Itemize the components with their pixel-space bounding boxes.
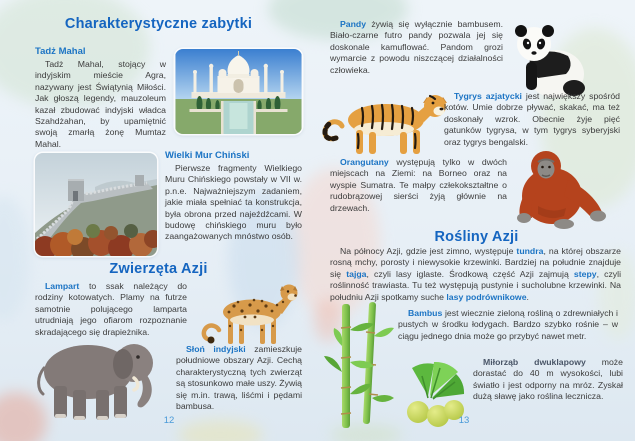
ginkgo-text: może dorastać do 40 m wysokości, lubi światło i jest odporny na mróz. Zyskał dużą sławę jako roślina lecznicza.	[473, 357, 623, 402]
elephant-text: zamieszkuje południowe obszary Azji. Cechą charakterystyczną tych zwierząt są stosunkowo małe uszy. Żywią się m.in. trawą, liśćmi i pędami bambusa.	[176, 344, 302, 412]
bamboo-text: jest wiecznie zieloną rośliną o zdrewniałych i pustych w środku łodygach. Bardzo szybko rośnie – w ciągu jednego dnia może go przybyć nawet metr.	[398, 308, 618, 341]
orangutan-paragraph	[330, 157, 507, 214]
animals-heading: Zwierzęta Azji	[109, 261, 208, 277]
great-wall-paragraph: Pierwsze fragmenty Wielkiego Muru Chińskiego powstały w VII w. p.n.e. Najważniejszym zadaniem, jakie miała spełniać ta konstrukcja, była obrona przed najeźdźcami. W budowę chińskiego muru było zaangażowanych mnóstwo osób.	[165, 163, 302, 242]
leopard-illustration	[198, 278, 310, 352]
monuments-heading: Charakterystyczne zabytki	[64, 16, 253, 32]
page-number-left: 12	[163, 415, 175, 426]
panda-text: żywią się wyłącznie bambusem. Biało-czarne futro pandy pozwala jej się doskonale kamuflować. Pandom grozi wymarcie z powodu niszczącej działalności człowieka.	[330, 19, 503, 75]
stepy-keyword: stepy	[573, 268, 597, 279]
tiger-illustration	[320, 86, 457, 160]
panda-illustration	[504, 22, 590, 102]
plants-intro-text: .	[526, 291, 529, 302]
lasy-podrownikowe-keyword: lasy podrównikowe	[446, 291, 527, 302]
taj-mahal-paragraph: Tadż Mahal, stojący w indyjskim mieście Agra, nazywany jest Świątynią Miłości. Jak głoszą legendy, mauzoleum kazał zbudować indyjski władca Szahdżahan, by upamiętnić swoją zmarłą żonę Mumtaz Mahal.	[35, 59, 166, 149]
ginkgo-paragraph	[473, 357, 623, 403]
ginkgo-keyword: Miłorząb dwuklapowy	[483, 357, 586, 367]
tajga-keyword: tajga	[346, 268, 367, 279]
page-number-right: 13	[458, 415, 470, 426]
leopard-text: to ssak należący do rodziny kotowatych. Plamy na futrze samotnie polującego lamparta utrudniają jego ofiarom rozpoznanie skradającego się drapieżnika.	[35, 281, 187, 337]
great-wall-subheading: Wielki Mur Chiński	[165, 150, 250, 161]
great-wall-photo	[35, 153, 157, 256]
panda-paragraph	[330, 19, 503, 76]
orangutan-keyword: Orangutany	[340, 157, 389, 167]
elephant-illustration	[26, 330, 168, 427]
map-fragment	[0, 196, 30, 321]
plants-intro-text: Na północy Azji, gdzie jest zimno, występuje	[340, 246, 517, 256]
panda-keyword: Pandy	[340, 19, 367, 29]
leopard-keyword: Lampart	[45, 281, 80, 291]
orangutan-text: występują tylko w dwóch miejscach na Ziemi: na Borneo oraz na wyspie Sumatra. Te małpy człekokształtne o rudobrązowej sierści żyją głównie na drzewach.	[330, 157, 507, 213]
bamboo-paragraph	[398, 308, 618, 342]
elephant-keyword: Słoń indyjski	[186, 344, 246, 354]
tiger-keyword: Tygrys azjatycki	[454, 91, 522, 101]
plants-intro-paragraph	[330, 246, 621, 303]
plants-intro-text: , czyli lasy iglaste. Środkową część Azji zajmują	[366, 268, 574, 279]
map-fragment	[178, 420, 263, 441]
orangutan-illustration	[508, 146, 615, 232]
plants-intro-text: , czyli roślinność trawiasta. Tu też występują pustynie i sucholubne krzewinki. Na południu Azji spotkamy suche	[330, 268, 621, 302]
plants-intro-text: , na której obszarze rosną mchy, porosty i niewysokie krzewinki. Bardziej na południe znajduje się	[330, 246, 621, 279]
elephant-paragraph	[176, 344, 302, 412]
taj-mahal-subheading: Tadż Mahal	[35, 46, 86, 57]
bamboo-illustration	[322, 302, 398, 430]
tiger-paragraph	[444, 91, 620, 148]
bamboo-keyword: Bambus	[408, 308, 443, 318]
plants-heading: Rośliny Azji	[434, 229, 519, 245]
tundra-keyword: tundra	[516, 246, 544, 256]
tiger-text: jest największy spośród kotów. Umie dobrze pływać, skakać, ma też doskonały wzrok. Obecnie żyje pięć gatunków tygrysa, w tym tygrys syberyjski oraz tygrys bengalski.	[444, 91, 621, 147]
taj-mahal-photo	[175, 49, 302, 134]
